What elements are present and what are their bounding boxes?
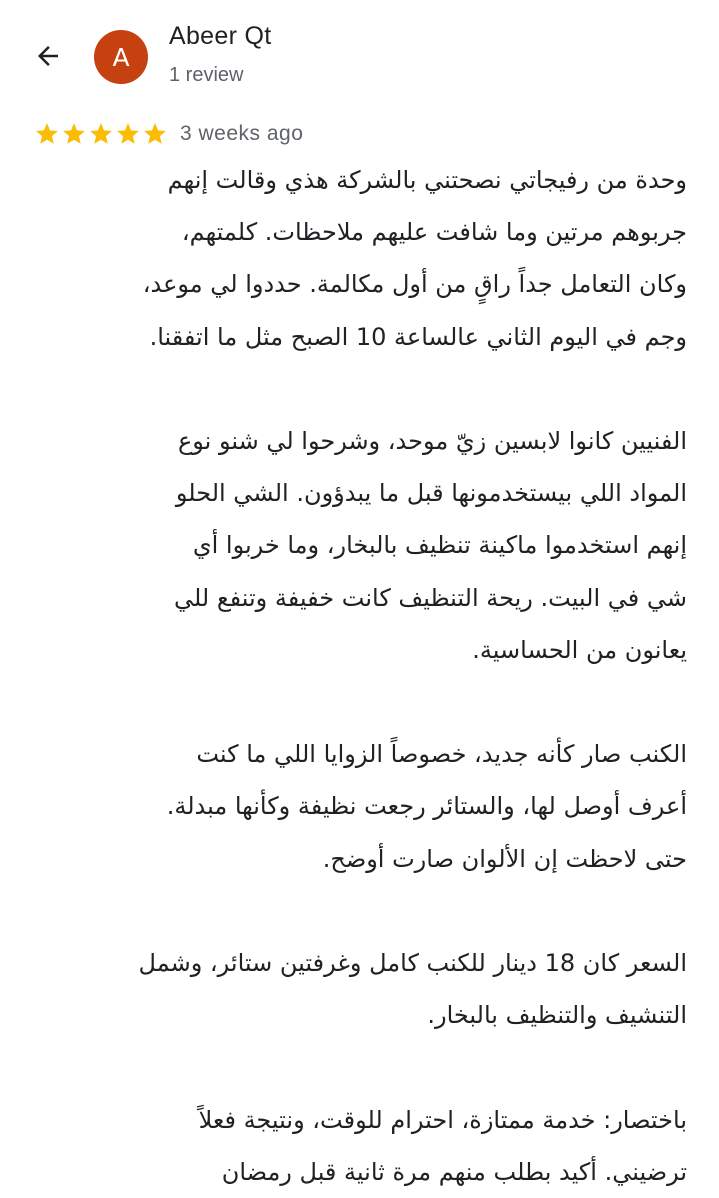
review-paragraph [36,415,687,676]
review-paragraph [36,1094,687,1198]
arrow-back-icon [33,41,63,71]
review-line: حتى لاحظت إن الألوان صارت أوضح. [322,844,687,873]
review-line: ترضيني. أكيد بطلب منهم مرة ثانية قبل رمضان [221,1157,687,1186]
star-icon [115,121,141,147]
review-line: يعانون من الحساسية. [472,635,687,664]
review-line: السعر كان 18 دينار للكنب كامل وغرفتين ستائر، وشمل [138,949,687,977]
star-icon [88,121,114,147]
review-line: أعرف أوصل لها، والستائر رجعت نظيفة وكأنها مبدلة. [166,792,687,821]
review-line: وحدة من رفيجاتي نصحتني بالشركة هذي وقالت إنهم [167,166,687,194]
review-text [36,154,687,1198]
review-line: الكنب صار كأنه جديد، خصوصاً الزوايا اللي ما كنت [196,740,687,769]
star-icon [142,121,168,147]
review-line: وكان التعامل جداً راقٍ من أول مكالمة. حددوا لي موعد، [142,270,687,299]
review-paragraph [36,937,687,1041]
star-rating [34,121,168,147]
review-line: جربوهم مرتين وما شافت عليهم ملاحظات. كلمتهم، [181,218,687,247]
review-line: الفنيين كانوا لابسين زيّ موحد، وشرحوا لي شنو نوع [177,427,687,455]
review-line: إنهم استخدموا ماكينة تنظيف بالبخار، وما خربوا أي [192,531,687,560]
back-button[interactable] [26,34,70,78]
reviewer-name[interactable]: Abeer Qt [169,22,272,50]
avatar-letter: A [112,42,130,72]
review-paragraph [36,728,687,885]
rating-row [34,120,303,148]
review-count: 1 review [169,64,244,86]
review-time: 3 weeks ago [180,122,304,145]
review-line: باختصار: خدمة ممتازة، احترام للوقت، ونتيجة فعلاً [198,1105,687,1134]
review-paragraph [36,154,687,363]
star-icon [34,121,60,147]
review-line: وجم في اليوم الثاني عالساعة 10 الصبح مثل ما اتفقنا. [149,322,687,351]
avatar[interactable] [94,30,148,84]
review-line: التنشيف والتنظيف بالبخار. [427,1001,687,1030]
review-line: شي في البيت. ريحة التنظيف كانت خفيفة وتنفع للي [173,583,687,612]
review-line: المواد اللي بيستخدمونها قبل ما يبدؤون. الشي الحلو [175,479,687,508]
star-icon [61,121,87,147]
